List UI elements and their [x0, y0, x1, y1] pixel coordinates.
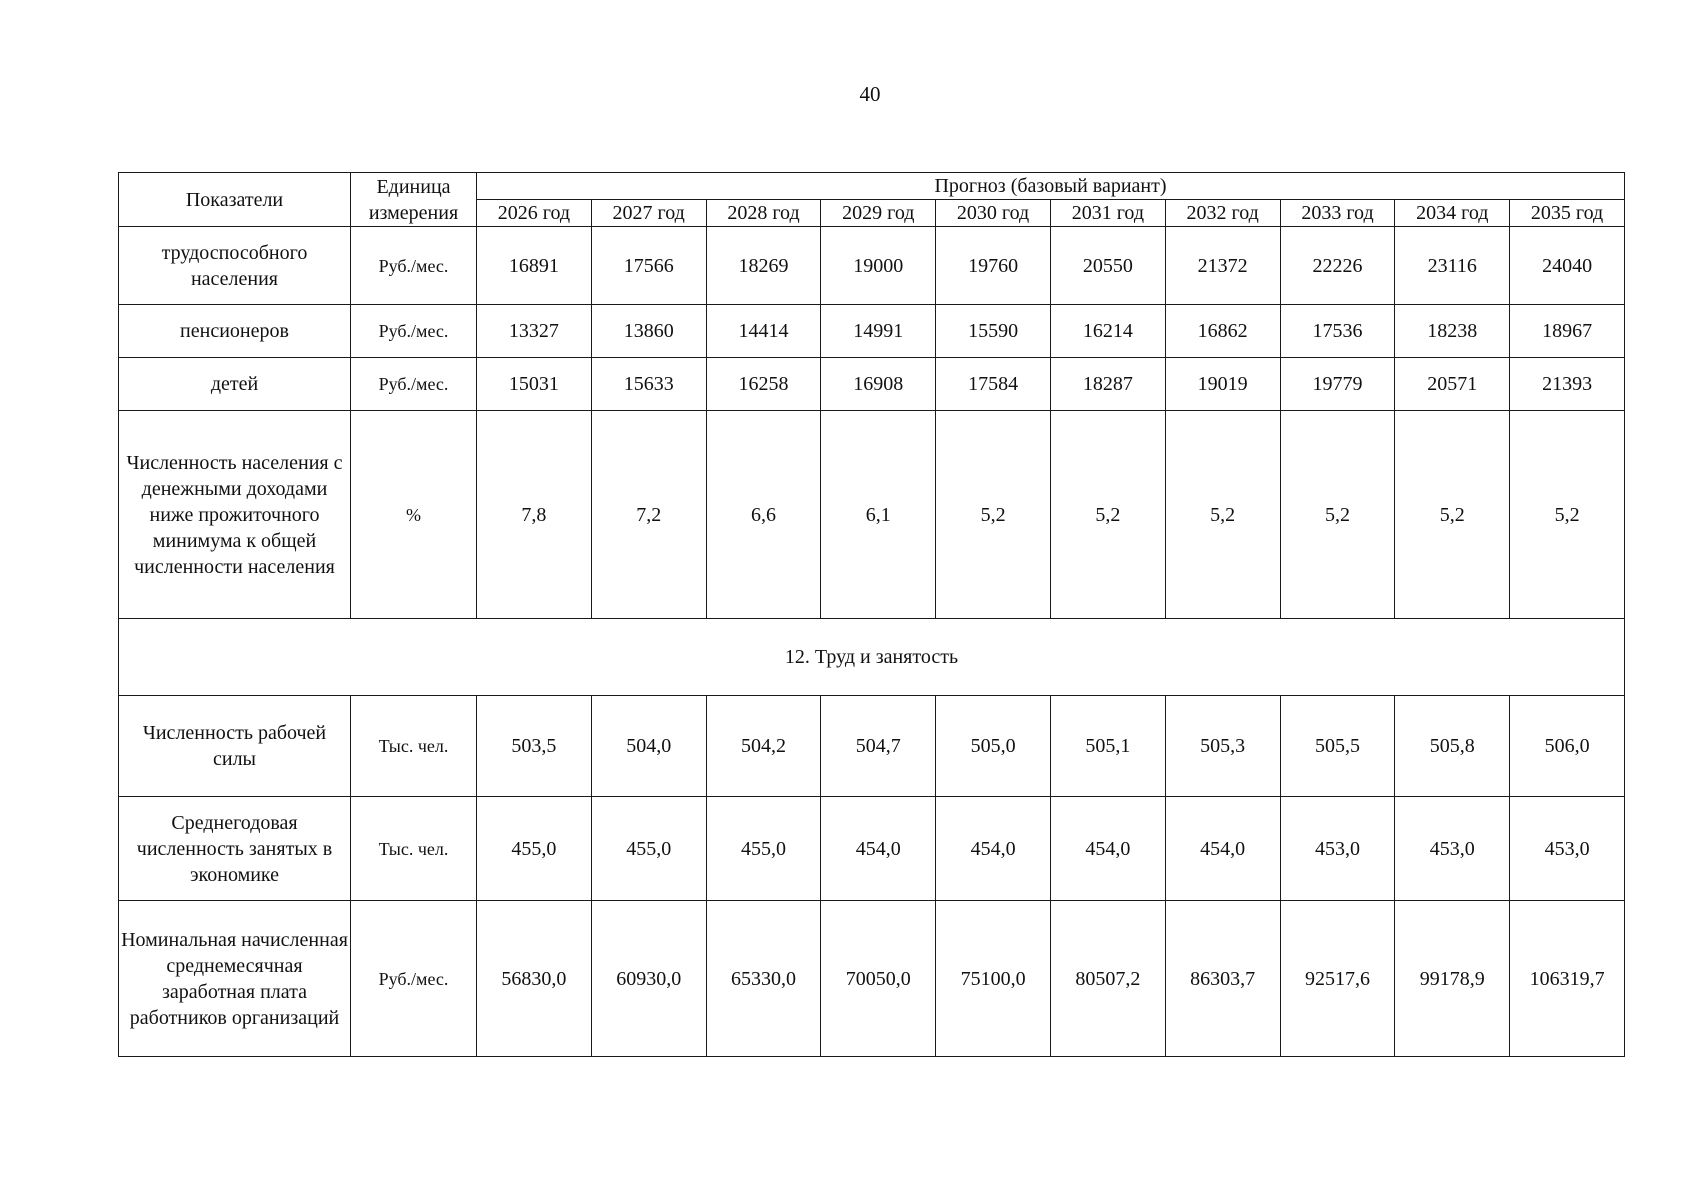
- row-value: 7,8: [477, 411, 592, 619]
- header-unit-line1: Единица: [376, 175, 451, 198]
- table-row: [119, 797, 1625, 901]
- header-year: 2035 год: [1510, 200, 1625, 227]
- row-value: 505,0: [936, 696, 1051, 797]
- row-value: 504,2: [706, 696, 821, 797]
- row-value: 14414: [706, 305, 821, 358]
- header-year: 2030 год: [936, 200, 1051, 227]
- row-indicator: Численность населения с денежными доходами ниже прожиточного минимума к общей численности населения: [119, 411, 351, 619]
- row-indicator: Численность рабочей силы: [119, 696, 351, 797]
- row-indicator: детей: [119, 358, 351, 411]
- section-title: 12. Труд и занятость: [119, 619, 1625, 696]
- row-value: 21393: [1510, 358, 1625, 411]
- row-value: 13327: [477, 305, 592, 358]
- row-value: 99178,9: [1395, 901, 1510, 1057]
- table-row: [119, 411, 1625, 619]
- row-value: 18269: [706, 227, 821, 305]
- header-year: 2034 год: [1395, 200, 1510, 227]
- row-value: 16908: [821, 358, 936, 411]
- row-unit: Тыс. чел.: [351, 696, 477, 797]
- table-row: [119, 305, 1625, 358]
- row-value: 453,0: [1510, 797, 1625, 901]
- row-value: 454,0: [1165, 797, 1280, 901]
- header-year: 2027 год: [591, 200, 706, 227]
- row-value: 454,0: [936, 797, 1051, 901]
- row-value: 19000: [821, 227, 936, 305]
- row-value: 22226: [1280, 227, 1395, 305]
- header-year: 2029 год: [821, 200, 936, 227]
- row-value: 505,3: [1165, 696, 1280, 797]
- row-value: 16891: [477, 227, 592, 305]
- row-value: 17584: [936, 358, 1051, 411]
- row-indicator: трудоспособного населения: [119, 227, 351, 305]
- row-value: 13860: [591, 305, 706, 358]
- row-indicator: пенсионеров: [119, 305, 351, 358]
- row-value: 5,2: [1510, 411, 1625, 619]
- table-row: [119, 901, 1625, 1057]
- row-value: 17536: [1280, 305, 1395, 358]
- row-value: 14991: [821, 305, 936, 358]
- row-value: 60930,0: [591, 901, 706, 1057]
- row-value: 454,0: [821, 797, 936, 901]
- row-value: 19779: [1280, 358, 1395, 411]
- row-value: 19760: [936, 227, 1051, 305]
- row-value: 15590: [936, 305, 1051, 358]
- row-indicator: Среднегодовая численность занятых в экономике: [119, 797, 351, 901]
- row-value: 455,0: [706, 797, 821, 901]
- row-value: 16862: [1165, 305, 1280, 358]
- row-value: 80507,2: [1050, 901, 1165, 1057]
- row-value: 20550: [1050, 227, 1165, 305]
- row-value: 70050,0: [821, 901, 936, 1057]
- page-number: 40: [859, 82, 881, 106]
- row-value: 454,0: [1050, 797, 1165, 901]
- header-indicator: Показатели: [119, 173, 351, 227]
- row-value: 5,2: [1280, 411, 1395, 619]
- row-value: 92517,6: [1280, 901, 1395, 1057]
- row-value: 20571: [1395, 358, 1510, 411]
- header-unit: [351, 173, 477, 227]
- row-value: 7,2: [591, 411, 706, 619]
- row-value: 18287: [1050, 358, 1165, 411]
- header-unit-line2: измерения: [368, 201, 459, 224]
- row-value: 503,5: [477, 696, 592, 797]
- row-value: 505,5: [1280, 696, 1395, 797]
- row-value: 15633: [591, 358, 706, 411]
- row-unit: Руб./мес.: [351, 305, 477, 358]
- row-value: 5,2: [1165, 411, 1280, 619]
- header-year: 2028 год: [706, 200, 821, 227]
- table-row: [119, 358, 1625, 411]
- table-row: [119, 227, 1625, 305]
- header-year: 2031 год: [1050, 200, 1165, 227]
- forecast-table: [118, 172, 1625, 1057]
- row-indicator: Номинальная начисленная среднемесячная заработная плата работников организаций: [119, 901, 351, 1057]
- header-year: 2032 год: [1165, 200, 1280, 227]
- row-value: 505,1: [1050, 696, 1165, 797]
- row-value: 18238: [1395, 305, 1510, 358]
- row-unit: Руб./мес.: [351, 358, 477, 411]
- row-value: 6,1: [821, 411, 936, 619]
- header-year: 2033 год: [1280, 200, 1395, 227]
- row-value: 65330,0: [706, 901, 821, 1057]
- row-value: 19019: [1165, 358, 1280, 411]
- row-value: 75100,0: [936, 901, 1051, 1057]
- row-value: 16214: [1050, 305, 1165, 358]
- row-value: 506,0: [1510, 696, 1625, 797]
- row-value: 453,0: [1395, 797, 1510, 901]
- row-value: 6,6: [706, 411, 821, 619]
- row-value: 16258: [706, 358, 821, 411]
- row-value: 106319,7: [1510, 901, 1625, 1057]
- row-unit: %: [351, 411, 477, 619]
- row-value: 504,7: [821, 696, 936, 797]
- row-value: 24040: [1510, 227, 1625, 305]
- row-unit: Тыс. чел.: [351, 797, 477, 901]
- row-value: 504,0: [591, 696, 706, 797]
- section-row: [119, 619, 1625, 696]
- row-value: 17566: [591, 227, 706, 305]
- row-value: 453,0: [1280, 797, 1395, 901]
- row-value: 18967: [1510, 305, 1625, 358]
- header-forecast: Прогноз (базовый вариант): [477, 173, 1625, 200]
- row-value: 21372: [1165, 227, 1280, 305]
- row-value: 23116: [1395, 227, 1510, 305]
- row-value: 15031: [477, 358, 592, 411]
- header-year: 2026 год: [477, 200, 592, 227]
- row-value: 5,2: [936, 411, 1051, 619]
- row-value: 455,0: [591, 797, 706, 901]
- row-value: 5,2: [1050, 411, 1165, 619]
- row-value: 505,8: [1395, 696, 1510, 797]
- row-value: 56830,0: [477, 901, 592, 1057]
- header-row: [119, 173, 1625, 200]
- row-value: 455,0: [477, 797, 592, 901]
- row-unit: Руб./мес.: [351, 227, 477, 305]
- row-value: 86303,7: [1165, 901, 1280, 1057]
- table-row: [119, 696, 1625, 797]
- row-unit: Руб./мес.: [351, 901, 477, 1057]
- row-value: 5,2: [1395, 411, 1510, 619]
